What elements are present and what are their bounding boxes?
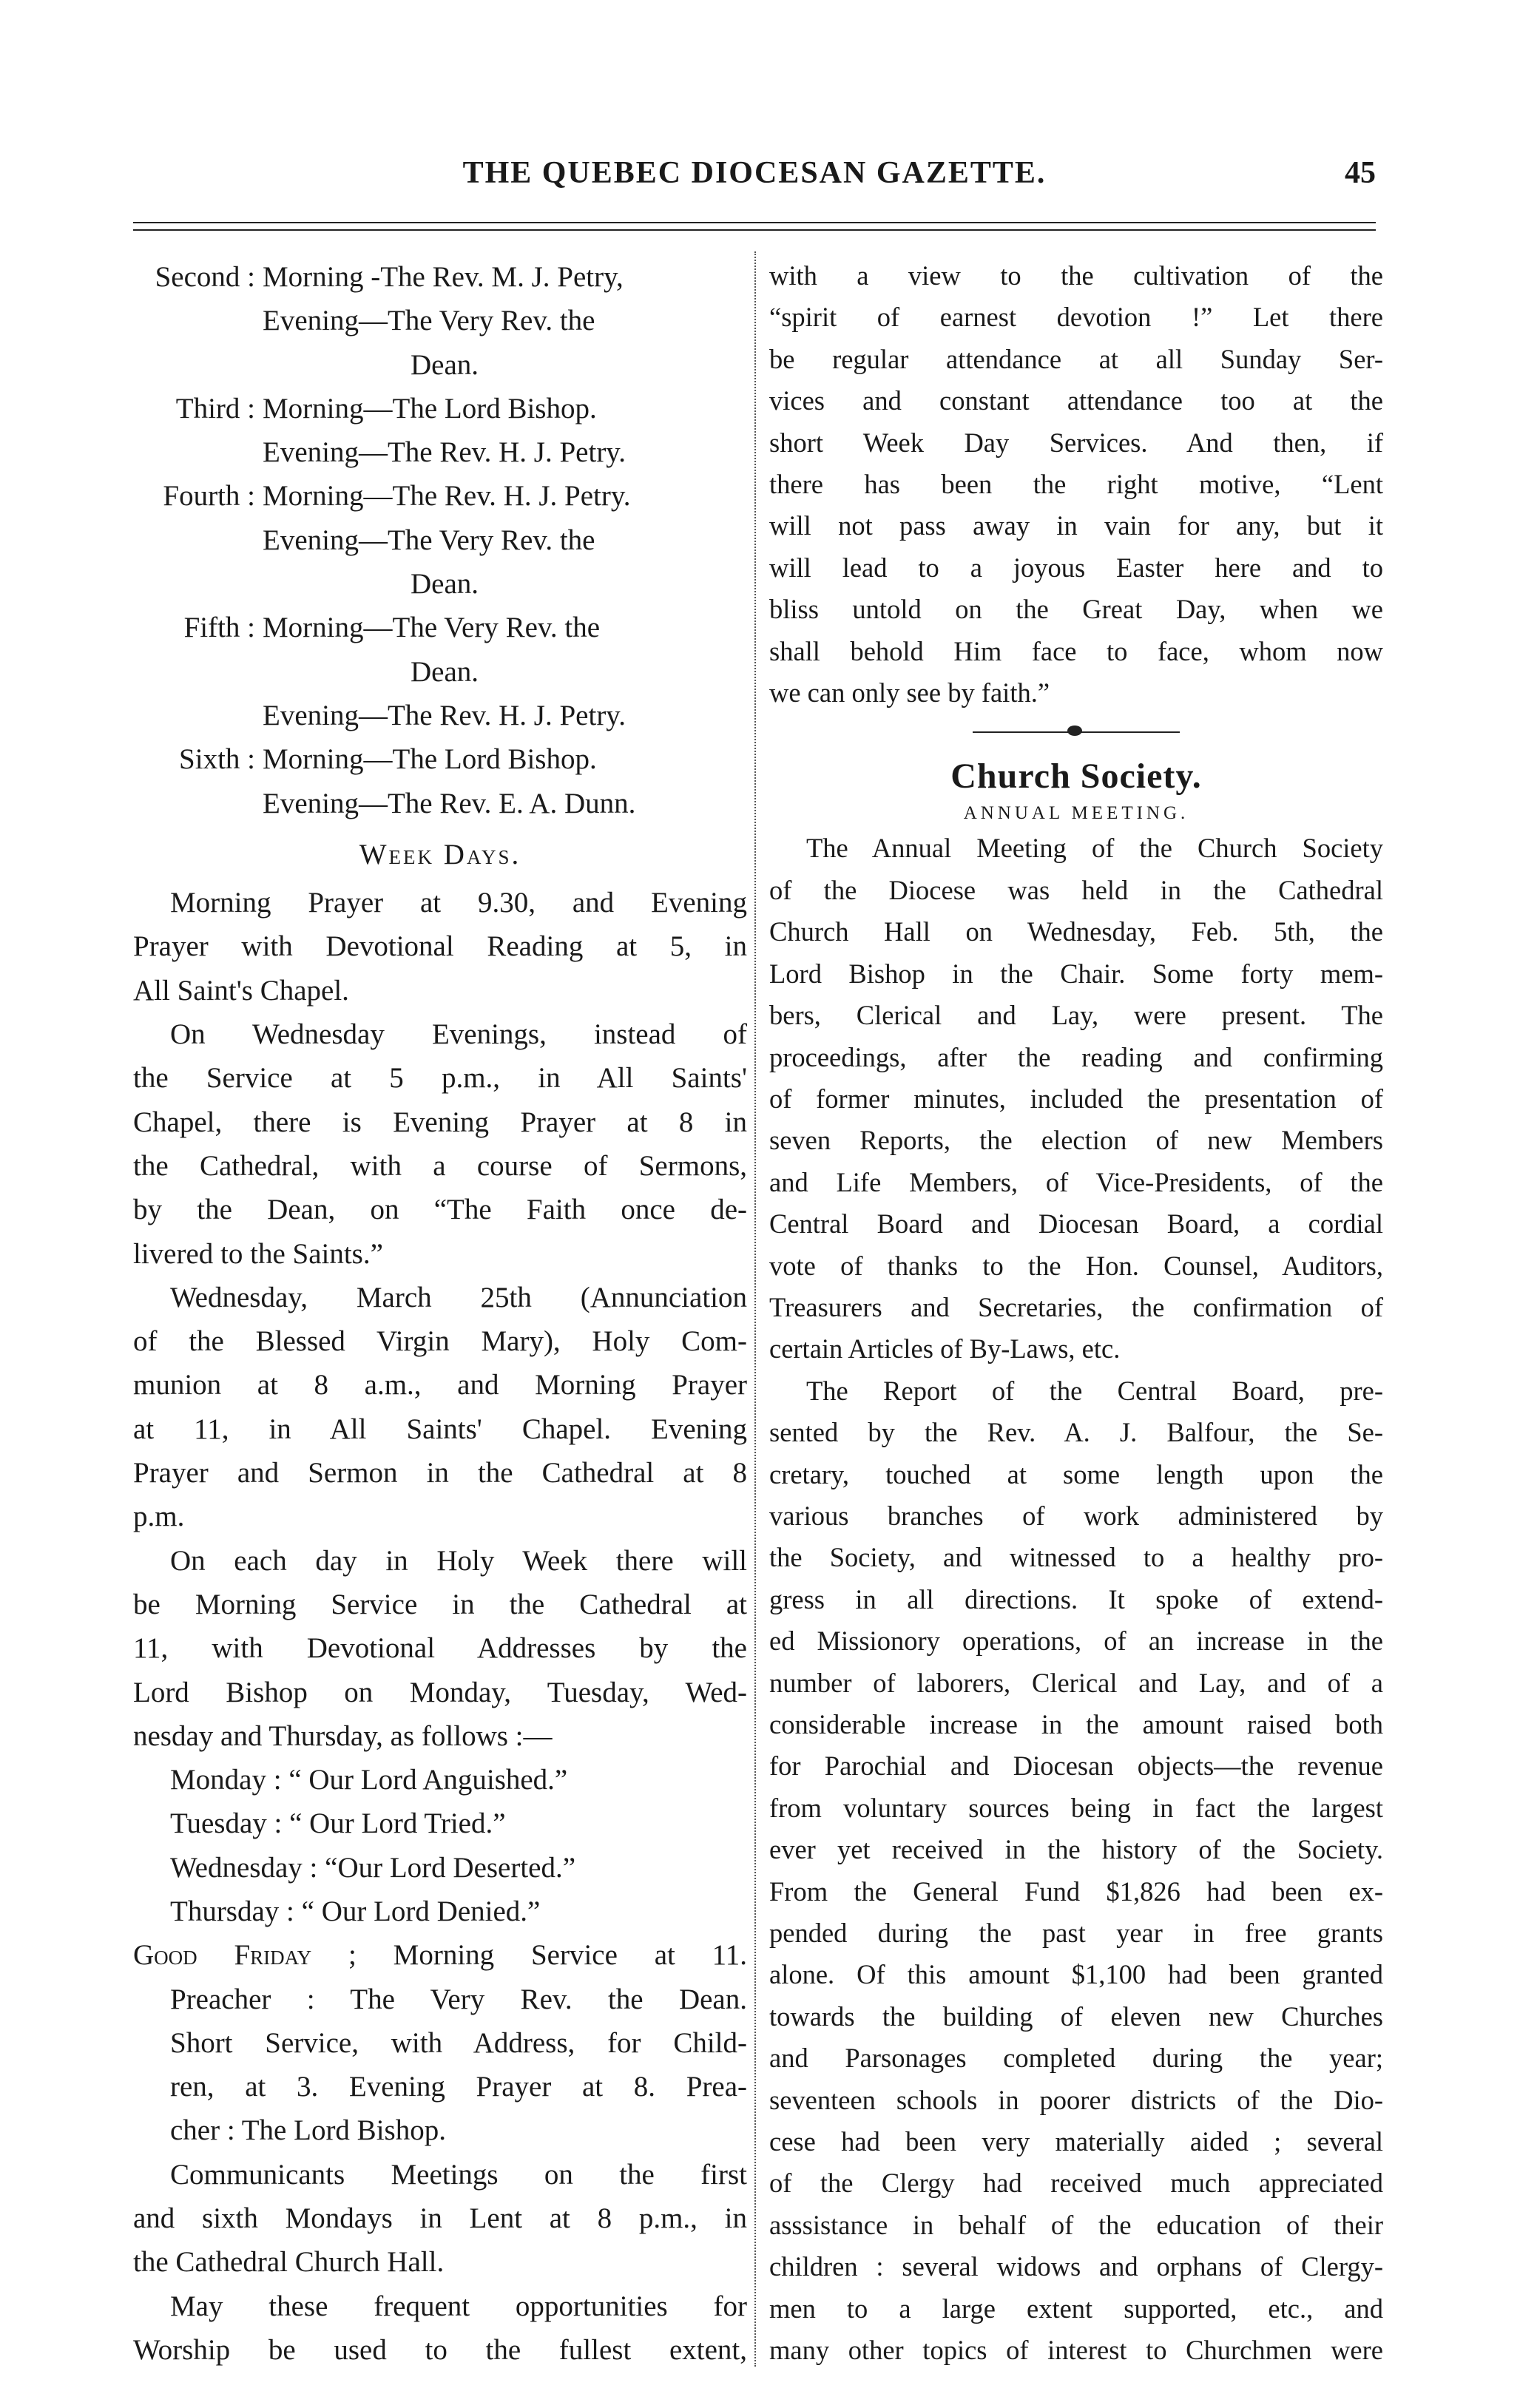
list-item: Monday : “ Our Lord Anguished.”	[170, 1764, 568, 1796]
text-line: alone. Of this amount $1,100 had been granted	[769, 1959, 1383, 1990]
text-line: considerable increase in the amount raised both	[769, 1709, 1383, 1739]
text-line: of the Blessed Virgin Mary), Holy Com-	[133, 1325, 747, 1358]
text-line: Treasurers and Secretaries, the confirmation of	[769, 1291, 1383, 1322]
schedule-line: Morning—The Rev. H. J. Petry.	[263, 480, 631, 513]
text-line: On each day in Holy Week there will	[170, 1544, 747, 1577]
schedule-line: Dean.	[411, 348, 479, 381]
text-line: of the Clergy had received much appreciated	[769, 2168, 1383, 2199]
week-days-heading: Week Days.	[359, 838, 521, 870]
text-line: certain Articles of By-Laws, etc.	[769, 1333, 1121, 1364]
page-number: 45	[1345, 156, 1376, 190]
text-line: the Cathedral Church Hall.	[133, 2246, 445, 2279]
text-line: from voluntary sources being in fact the largest	[769, 1792, 1383, 1823]
text-line: number of laborers, Clerical and Lay, and of a	[769, 1667, 1383, 1698]
list-item: Wednesday : “Our Lord Deserted.”	[170, 1851, 576, 1884]
text-line: will not pass away in vain for any, but it	[769, 510, 1383, 541]
paragraph	[769, 828, 1383, 1370]
text-line: men to a large extent supported, etc., and	[769, 2293, 1383, 2324]
schedule-day: Fifth :	[183, 612, 255, 644]
right-column	[769, 255, 1383, 2372]
text-line: Lord Bishop in the Chair. Some forty mem-	[769, 958, 1383, 989]
text-line: The Annual Meeting of the Church Society	[806, 833, 1383, 864]
paragraph	[133, 2284, 747, 2373]
text-line: From the General Fund $1,826 had been ex-	[769, 1876, 1383, 1907]
text-line: sented by the Rev. A. J. Balfour, the Se-	[769, 1417, 1383, 1448]
text-line: various branches of work administered by	[769, 1500, 1383, 1531]
paragraph	[133, 881, 747, 1012]
text-line: Short Service, with Address, for Child-	[170, 2026, 747, 2059]
text-line: the Service at 5 p.m., in All Saints'	[133, 1062, 747, 1095]
schedule-day: Fourth :	[163, 480, 255, 513]
text-line: asssistance in behalf of the education of their	[769, 2209, 1383, 2240]
text-line: Communicants Meetings on the first	[170, 2158, 747, 2191]
text-line: cese had been very materially aided ; several	[769, 2126, 1383, 2157]
text-line: proceedings, after the reading and confirming	[769, 1041, 1383, 1072]
schedule-line: Evening—The Rev. E. A. Dunn.	[263, 787, 636, 819]
paragraph	[133, 2153, 747, 2284]
text-line: vices and constant attendance too at the	[769, 385, 1383, 416]
text-line: vote of thanks to the Hon. Counsel, Auditors,	[769, 1250, 1383, 1281]
text-line: ed Missionory operations, of an increase in the	[769, 1626, 1383, 1657]
text-line: by the Dean, on “The Faith once de-	[133, 1194, 747, 1226]
text-line: The Report of the Central Board, pre-	[806, 1375, 1383, 1406]
paragraph	[769, 255, 1383, 714]
text-line: 11, with Devotional Addresses by the	[133, 1632, 747, 1665]
sunday-schedule	[133, 255, 747, 825]
text-line: for Parochial and Diocesan objects—the revenue	[769, 1751, 1383, 1782]
text-line: munion at 8 a.m., and Morning Prayer	[133, 1369, 747, 1401]
schedule-line: Evening—The Rev. H. J. Petry.	[263, 436, 626, 469]
paragraph	[133, 1276, 747, 1539]
text-line: Prayer with Devotional Reading at 5, in	[133, 930, 747, 963]
text-line: seventeen schools in poorer districts of the Dio-	[769, 2084, 1383, 2115]
text-line: Lord Bishop on Monday, Tuesday, Wed-	[133, 1676, 747, 1708]
text-line: at 11, in All Saints' Chapel. Evening	[133, 1413, 747, 1445]
list-item: Tuesday : “ Our Lord Tried.”	[170, 1807, 506, 1840]
schedule-line: Morning -The Rev. M. J. Petry,	[263, 261, 624, 293]
schedule-line: Evening—The Very Rev. the	[263, 305, 595, 337]
text-line: Worship be used to the fullest extent,	[133, 2333, 747, 2366]
header-rule	[133, 222, 1376, 223]
text-line: All Saint's Chapel.	[133, 974, 349, 1007]
text-line: gress in all directions. It spoke of extend-	[769, 1583, 1383, 1614]
list-item: Thursday : “ Our Lord Denied.”	[170, 1895, 541, 1927]
text-line: Preacher : The Very Rev. the Dean.	[170, 1983, 747, 2015]
text-line: pended during the past year in free grants	[769, 1918, 1383, 1949]
schedule-line: Morning—The Lord Bishop.	[263, 743, 597, 776]
text-line: there has been the right motive, “Lent	[769, 469, 1383, 500]
text-line: ever yet received in the history of the Society.	[769, 1834, 1383, 1865]
text-line: and Parsonages completed during the year;	[769, 2043, 1383, 2074]
text-line: Wednesday, March 25th (Annunciation	[170, 1281, 747, 1313]
address-days-list	[133, 1758, 747, 1933]
schedule-day: Third :	[175, 392, 255, 425]
section-subtitle: ANNUAL MEETING.	[963, 803, 1189, 824]
text-line: Morning Prayer at 9.30, and Evening	[170, 887, 747, 919]
good-friday-text: ; Morning Service at 11.	[311, 1939, 747, 1972]
page-header	[133, 155, 1376, 207]
text-line: nesday and Thursday, as follows :—	[133, 1719, 553, 1752]
paragraph	[133, 1012, 747, 1276]
schedule-line: Morning—The Very Rev. the	[263, 612, 601, 644]
text-line	[133, 1933, 747, 1977]
text-line: Church Hall on Wednesday, Feb. 5th, the	[769, 916, 1383, 947]
text-line: May these frequent opportunities for	[170, 2290, 747, 2322]
text-line: the Cathedral, with a course of Sermons,	[133, 1149, 747, 1182]
text-line: ren, at 3. Evening Prayer at 8. Prea-	[170, 2071, 747, 2103]
text-line: p.m.	[133, 1501, 185, 1533]
text-line: be Morning Service in the Cathedral at	[133, 1588, 747, 1620]
text-line: with a view to the cultivation of the	[769, 260, 1383, 291]
text-line: and sixth Mondays in Lent at 8 p.m., in	[133, 2202, 747, 2235]
text-line: will lead to a joyous Easter here and to	[769, 552, 1383, 583]
text-line: bliss untold on the Great Day, when we	[769, 594, 1383, 625]
text-line: On Wednesday Evenings, instead of	[170, 1018, 747, 1051]
good-friday-label: Good Friday	[133, 1939, 312, 1972]
ornament-dot	[1067, 726, 1082, 736]
section-ornament	[973, 727, 1180, 737]
schedule-line: Dean.	[411, 568, 479, 601]
text-line: Central Board and Diocesan Board, a cordial	[769, 1208, 1383, 1239]
text-line: short Week Day Services. And then, if	[769, 427, 1383, 458]
text-line: cher : The Lord Bishop.	[170, 2114, 446, 2147]
good-friday-paragraph	[133, 1933, 747, 2152]
text-line: Chapel, there is Evening Prayer at 8 in	[133, 1106, 747, 1138]
schedule-day: Second :	[155, 261, 255, 293]
column-divider	[754, 251, 756, 2367]
schedule-line: Morning—The Lord Bishop.	[263, 392, 597, 425]
text-line: of the Diocese was held in the Cathedral	[769, 874, 1383, 905]
text-line: Prayer and Sermon in the Cathedral at 8	[133, 1457, 747, 1489]
text-line: livered to the Saints.”	[133, 1237, 383, 1270]
schedule-line: Evening—The Rev. H. J. Petry.	[263, 699, 626, 731]
header-rule-double	[133, 229, 1376, 231]
text-line: “spirit of earnest devotion !” Let there	[769, 302, 1383, 333]
running-title: THE QUEBEC DIOCESAN GAZETTE.	[462, 156, 1047, 190]
text-line: cretary, touched at some length upon the	[769, 1458, 1383, 1489]
schedule-day: Sixth :	[179, 743, 255, 776]
text-line: bers, Clerical and Lay, were present. The	[769, 1000, 1383, 1031]
section-title: Church Society.	[950, 757, 1202, 797]
text-line: children : several widows and orphans of Clergy-	[769, 2251, 1383, 2282]
schedule-line: Evening—The Very Rev. the	[263, 524, 595, 556]
text-line: the Society, and witnessed to a healthy pro-	[769, 1542, 1383, 1573]
left-column	[133, 255, 747, 2372]
schedule-line: Dean.	[411, 655, 479, 688]
paragraph	[769, 1370, 1383, 2372]
text-line: shall behold Him face to face, whom now	[769, 635, 1383, 666]
text-line: be regular attendance at all Sunday Ser-	[769, 343, 1383, 374]
text-line: towards the building of eleven new Churches	[769, 2001, 1383, 2032]
text-line: many other topics of interest to Churchmen were	[769, 2335, 1383, 2366]
text-line: and Life Members, of Vice-Presidents, of the	[769, 1166, 1383, 1197]
paragraph	[133, 1539, 747, 1758]
text-line: of former minutes, included the presentation of	[769, 1083, 1383, 1114]
text-line: seven Reports, the election of new Members	[769, 1125, 1383, 1156]
text-line: we can only see by faith.”	[769, 677, 1050, 708]
